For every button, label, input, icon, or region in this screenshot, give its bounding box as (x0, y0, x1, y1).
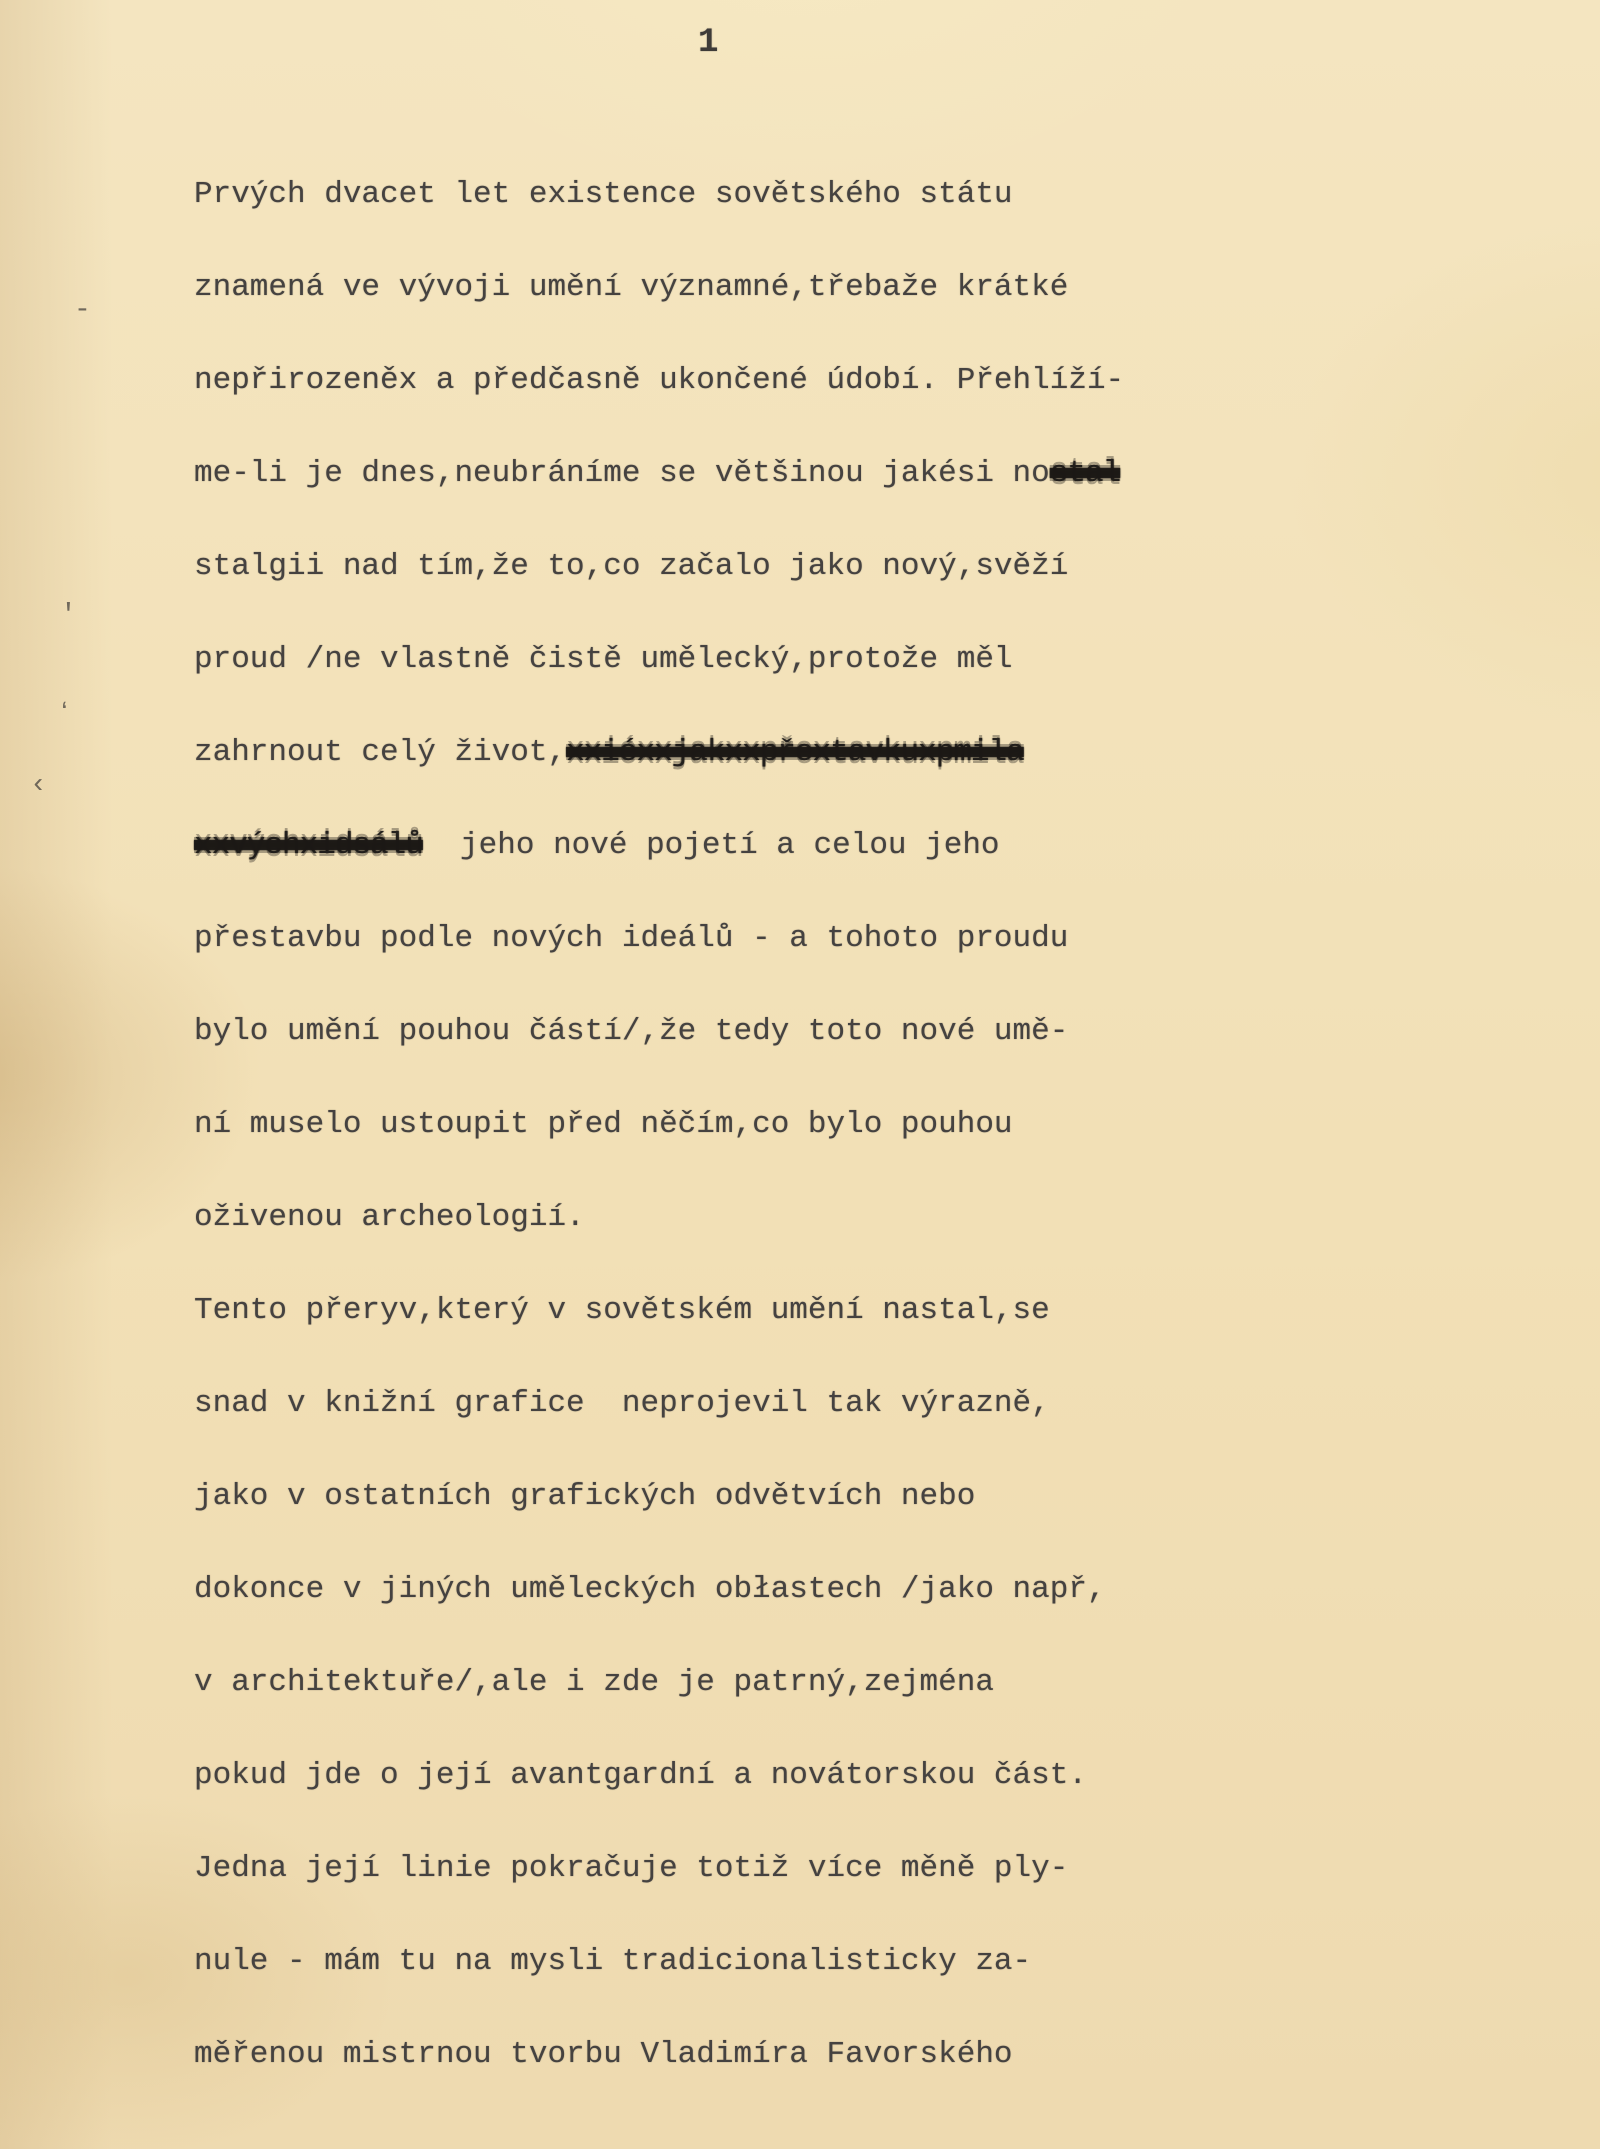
text-segment: znamená ve vývoji umění významné,třebaže krátké (194, 270, 1069, 305)
text-segment: jako v ostatních grafických odvětvích nebo (194, 1479, 976, 1514)
text-line (194, 706, 1454, 799)
text-line (194, 148, 1454, 241)
text-segment: jeho nové pojetí a celou jeho (422, 828, 1000, 863)
text-line (194, 1171, 1454, 1264)
text-segment: pokud jde o její avantgardní a novátorskou část. (194, 1758, 1087, 1793)
text-segment: proud /ne vlastně čistě umělecký,protože měl (194, 642, 1013, 677)
text-line (194, 520, 1454, 613)
text-segment: Jedna její linie pokračuje totiž více měně ply- (194, 1851, 1069, 1886)
text-segment: bylo umění pouhou částí/,že tedy toto nové umě- (194, 1014, 1069, 1049)
margin-mark: ʻ (56, 700, 73, 731)
text-line (194, 1264, 1454, 1357)
text-segment: dokonce v jiných uměleckých obłastech /jako např, (194, 1572, 1106, 1607)
text-line (194, 334, 1454, 427)
text-line (194, 2008, 1454, 2101)
text-line (194, 1543, 1454, 1636)
text-segment: v architektuře/,ale i zde je patrný,zejména (194, 1665, 994, 1700)
margin-mark: ‹ (30, 770, 47, 801)
text-line (194, 799, 1454, 892)
text-segment: snad v knižní grafice neprojevil tak výrazně, (194, 1386, 1050, 1421)
text-line (194, 1636, 1454, 1729)
text-segment: stalgii nad tím,že to,co začalo jako nový,svěží (194, 549, 1069, 584)
text-segment: me-li je dnes,neubráníme se většinou jakési no (194, 456, 1050, 491)
text-line (194, 985, 1454, 1078)
text-line (194, 613, 1454, 706)
page-number: 1 (698, 24, 719, 62)
text-line (194, 241, 1454, 334)
text-segment: oživenou archeologií. (194, 1200, 585, 1235)
margin-mark: ' (60, 600, 77, 631)
text-line (194, 1357, 1454, 1450)
text-block (194, 148, 1454, 2101)
text-line (194, 1915, 1454, 2008)
text-line (194, 1822, 1454, 1915)
text-segment: Prvých dvacet let existence sovětského státu (194, 177, 1013, 212)
text-line (194, 427, 1454, 520)
text-line (194, 892, 1454, 985)
text-segment: nepřirozeněx a předčasně ukončené údobí. Přehlíží- (194, 363, 1125, 398)
struck-text: xxiéxxjakxxpřextavkuxpmila (566, 735, 1024, 770)
text-line (194, 1729, 1454, 1822)
text-segment: nule - mám tu na mysli tradicionalisticky za- (194, 1944, 1032, 1979)
text-segment: Tento přeryv,který v sovětském umění nastal,se (194, 1293, 1050, 1328)
text-segment: měřenou mistrnou tvorbu Vladimíra Favorského (194, 2037, 1013, 2072)
text-segment: přestavbu podle nových ideálů - a tohoto proudu (194, 921, 1069, 956)
text-segment: zahrnout celý život, (194, 735, 567, 770)
text-line (194, 1078, 1454, 1171)
struck-text: xxvýchxidsálů (194, 828, 423, 863)
margin-mark: - (74, 295, 91, 326)
struck-text: stal (1049, 456, 1121, 491)
text-segment: ní muselo ustoupit před něčím,co bylo pouhou (194, 1107, 1013, 1142)
text-line (194, 1450, 1454, 1543)
